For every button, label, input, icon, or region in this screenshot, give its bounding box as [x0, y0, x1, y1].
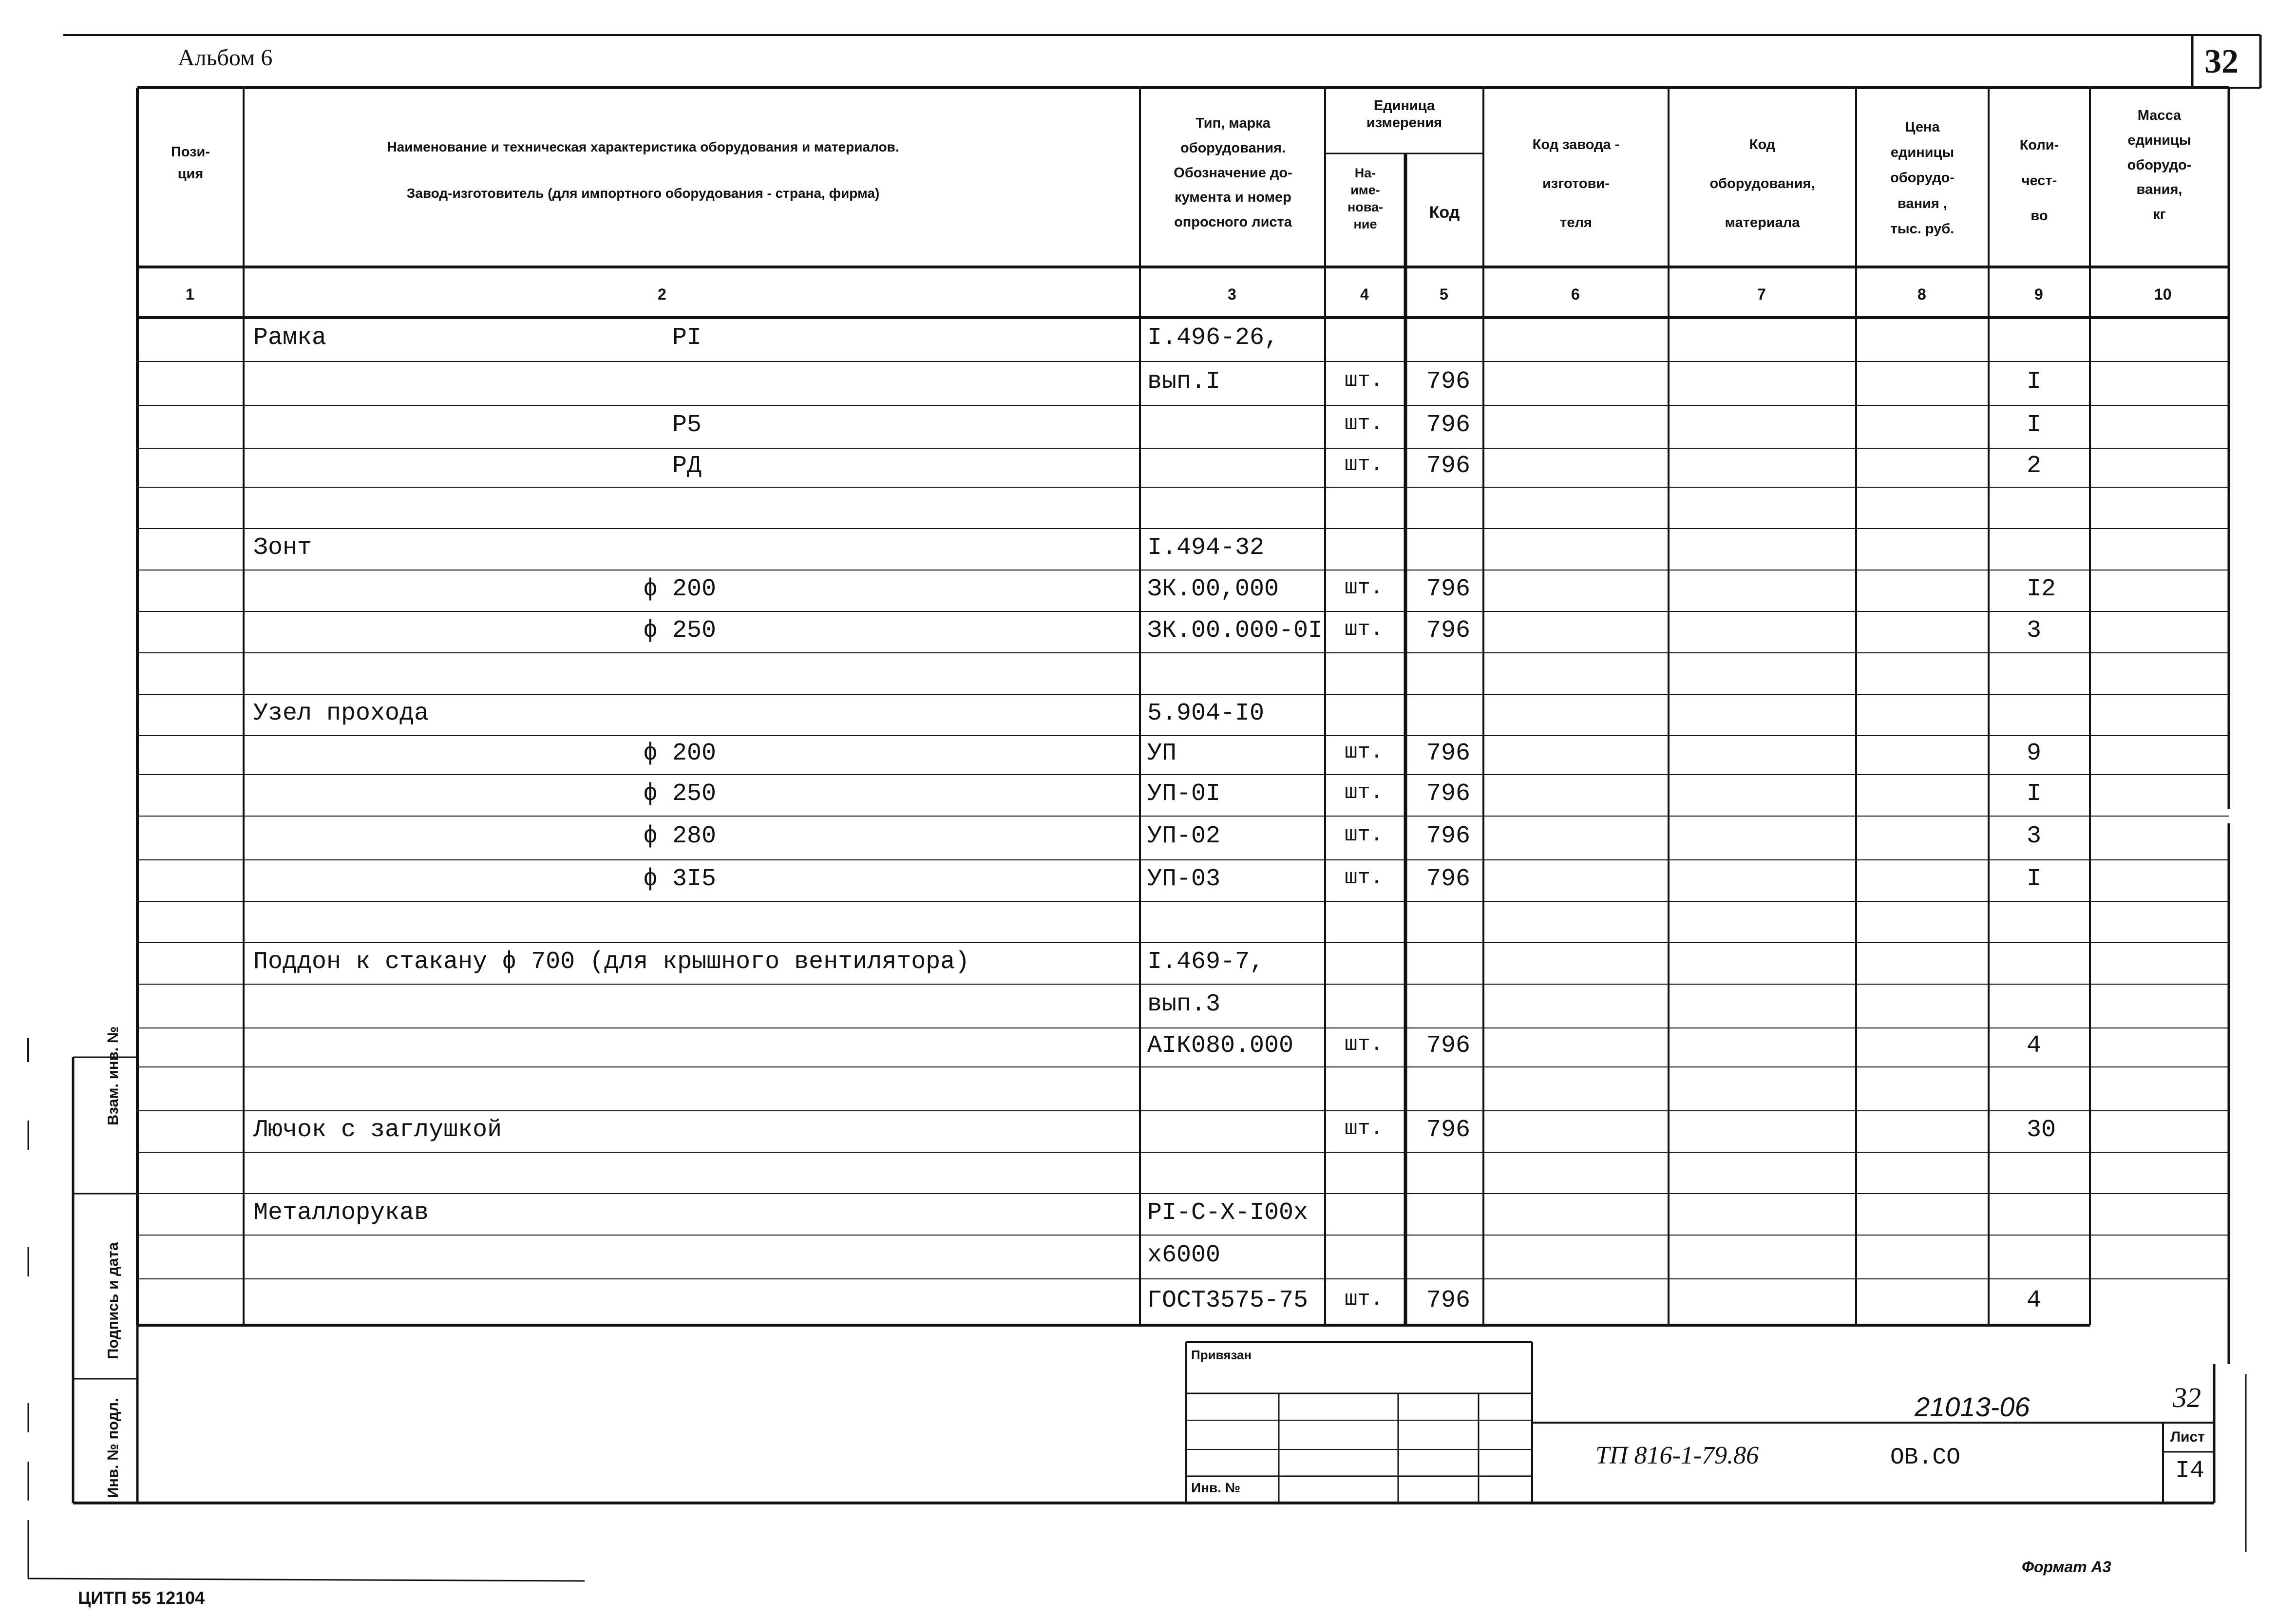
item-document: х6000 — [1147, 1241, 1221, 1269]
item-name: Узел прохода — [253, 699, 429, 727]
item-unit-code: 796 — [1426, 1032, 1471, 1060]
stamp-original-inv: Инв. № подл. — [104, 1398, 121, 1498]
section-code: ОВ.СО — [1890, 1445, 1961, 1471]
item-unit-code: 796 — [1426, 616, 1471, 645]
footer-code: ЦИТП 55 12104 — [78, 1588, 205, 1608]
table-row — [0, 736, 2296, 775]
item-quantity: 30 — [2027, 1116, 2056, 1144]
item-document: ЗК.00.000-0I — [1147, 616, 1323, 645]
item-variant: ϕ 200 — [643, 740, 717, 767]
header-price: Цена единицы оборудо- вания , тыс. руб. — [1890, 119, 1954, 237]
item-quantity: I — [2027, 780, 2042, 808]
item-quantity: I2 — [2027, 575, 2056, 603]
item-quantity: 4 — [2027, 1032, 2042, 1060]
table-row — [0, 1028, 2296, 1067]
item-unit: шт. — [1345, 1287, 1384, 1312]
column-number: 10 — [2154, 285, 2172, 303]
table-row — [0, 1194, 2296, 1235]
item-document: 5.904-I0 — [1147, 699, 1265, 727]
item-variant: ϕ 250 — [643, 780, 717, 808]
item-variant: ϕ 280 — [643, 822, 717, 850]
item-quantity: 3 — [2027, 822, 2042, 850]
item-quantity: 9 — [2027, 740, 2042, 767]
item-document: УП — [1147, 740, 1177, 767]
table-row — [0, 1152, 2296, 1194]
album-label: Альбом 6 — [178, 45, 273, 71]
item-unit: шт. — [1345, 1116, 1384, 1141]
item-quantity: I — [2027, 865, 2042, 893]
column-number: 3 — [1228, 285, 1236, 303]
item-quantity: I — [2027, 368, 2042, 396]
item-document: ЗК.00,000 — [1147, 575, 1279, 603]
item-variant: Р5 — [672, 411, 702, 439]
header-name-line1: Наименование и техническая характеристика оборудования и материалов. — [387, 139, 899, 154]
header-unit-code: Код — [1429, 203, 1460, 222]
item-unit: шт. — [1345, 1032, 1384, 1057]
item-variant: РД — [672, 452, 702, 480]
item-unit-code: 796 — [1426, 865, 1471, 893]
column-number: 8 — [1917, 285, 1926, 303]
column-number: 1 — [186, 285, 194, 303]
item-name: Рамка — [253, 324, 327, 352]
item-unit: шт. — [1345, 453, 1384, 477]
table-row — [0, 487, 2296, 529]
table-row — [0, 653, 2296, 694]
item-quantity: 4 — [2027, 1286, 2042, 1314]
item-unit-code: 796 — [1426, 780, 1471, 808]
sheet-number: I4 — [2175, 1457, 2205, 1485]
table-row — [0, 1235, 2296, 1279]
format-label: Формат А3 — [2022, 1558, 2111, 1576]
header-factory-code: Код завода - изготови- теля — [1532, 137, 1620, 230]
table-row — [0, 405, 2296, 448]
item-unit-code: 796 — [1426, 822, 1471, 850]
item-variant: РI — [672, 324, 702, 352]
item-document: вып.I — [1147, 368, 1221, 396]
item-unit-code: 796 — [1426, 368, 1471, 396]
item-name: Лючок с заглушкой — [253, 1116, 502, 1144]
table-row — [0, 1279, 2296, 1325]
table-row — [0, 984, 2296, 1028]
sheet-label: Лист — [2170, 1429, 2205, 1445]
item-variant: ϕ 250 — [643, 616, 717, 645]
item-document: I.494-32 — [1147, 533, 1265, 562]
header-unit-group: Единица измерения — [1366, 98, 1442, 131]
stamp-replacement-inv: Взам. инв. № — [104, 1026, 121, 1125]
header-equipment-code: Код оборудования, материала — [1709, 137, 1815, 230]
item-document: УП-0I — [1147, 780, 1221, 808]
column-number: 4 — [1360, 285, 1369, 303]
column-number: 6 — [1571, 285, 1580, 303]
stamp-inv-no: Инв. № — [1191, 1480, 1241, 1495]
table-row — [0, 611, 2296, 653]
item-document: вып.3 — [1147, 990, 1221, 1018]
item-variant: ϕ 3I5 — [643, 865, 717, 893]
item-unit: шт. — [1345, 412, 1384, 436]
item-name: Поддон к стакану ϕ 700 (для крышного вентилятора) — [253, 948, 970, 976]
item-name: Зонт — [253, 533, 312, 562]
tp-designation: ТП 816-1-79.86 — [1595, 1442, 1759, 1469]
table-row — [0, 570, 2296, 611]
stamp-signature-date: Подпись и дата — [104, 1242, 121, 1359]
table-row — [0, 775, 2296, 816]
item-document: АIК080.000 — [1147, 1032, 1294, 1060]
table-row — [0, 901, 2296, 943]
item-unit-code: 796 — [1426, 740, 1471, 767]
item-document: I.496-26, — [1147, 324, 1279, 352]
header-quantity: Коли- чест- во — [2019, 137, 2059, 224]
item-quantity: 3 — [2027, 616, 2042, 645]
table-row — [0, 816, 2296, 860]
table-row — [0, 943, 2296, 984]
project-code: 21013-06 — [1915, 1391, 2030, 1422]
column-number: 9 — [2034, 285, 2043, 303]
table-row — [0, 318, 2296, 361]
item-unit: шт. — [1345, 823, 1384, 847]
stamp-privyazan: Привязан — [1191, 1348, 1252, 1362]
table-row — [0, 529, 2296, 570]
item-quantity: I — [2027, 411, 2042, 439]
header-unit-name: На- име- нова- ние — [1347, 166, 1384, 232]
header-position: Пози- ция — [171, 144, 210, 182]
item-quantity: 2 — [2027, 452, 2042, 480]
item-unit-code: 796 — [1426, 1116, 1471, 1144]
header-mass: Масса единицы оборудо- вания, кг — [2127, 108, 2192, 222]
item-unit-code: 796 — [1426, 452, 1471, 480]
table-row — [0, 448, 2296, 487]
item-unit: шт. — [1345, 368, 1384, 393]
table-row — [0, 1067, 2296, 1111]
item-unit: шт. — [1345, 780, 1384, 805]
item-unit-code: 796 — [1426, 575, 1471, 603]
item-unit-code: 796 — [1426, 1286, 1471, 1314]
item-unit: шт. — [1345, 740, 1384, 764]
column-number: 7 — [1757, 285, 1766, 303]
column-number: 2 — [658, 285, 666, 303]
header-type: Тип, марка оборудования. Обозначение до- кумента и номер опросного листа — [1174, 115, 1292, 230]
header-name-line2: Завод-изготовитель (для импортного оборудования - страна, фирма) — [406, 186, 880, 201]
column-number: 5 — [1440, 285, 1448, 303]
table-row — [0, 694, 2296, 736]
item-unit-code: 796 — [1426, 411, 1471, 439]
item-document: РI-С-Х-I00х — [1147, 1198, 1309, 1227]
table-row — [0, 1111, 2296, 1152]
item-name: Металлорукав — [253, 1198, 429, 1227]
item-unit: шт. — [1345, 617, 1384, 642]
handwritten-page: 32 — [2173, 1382, 2201, 1413]
table-row — [0, 860, 2296, 901]
corner-page-number: 32 — [2204, 43, 2239, 80]
item-document: I.469-7, — [1147, 948, 1265, 976]
item-document: УП-02 — [1147, 822, 1221, 850]
item-unit: шт. — [1345, 865, 1384, 890]
item-document: ГОСТ3575-75 — [1147, 1286, 1309, 1314]
item-unit: шт. — [1345, 575, 1384, 600]
item-variant: ϕ 200 — [643, 575, 717, 603]
table-row — [0, 361, 2296, 405]
item-document: УП-03 — [1147, 865, 1221, 893]
